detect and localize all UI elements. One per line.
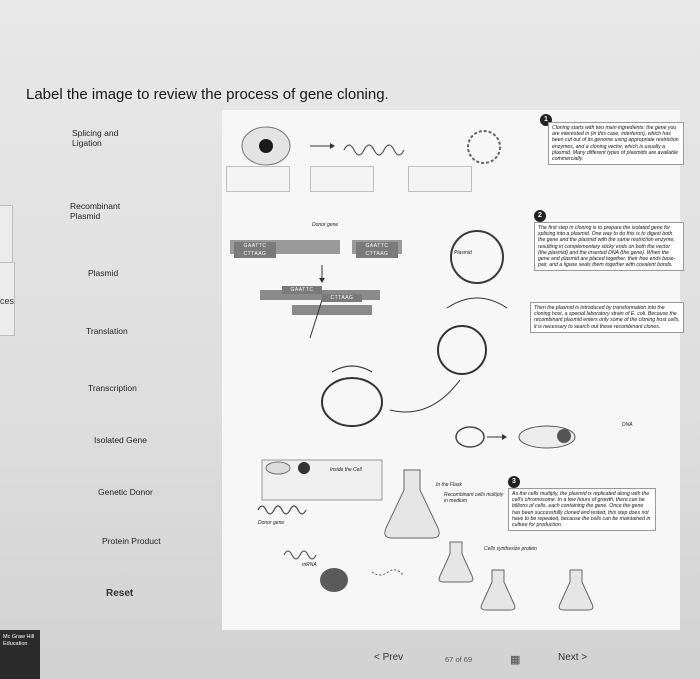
- recombinant-cells-label: Recombinant cells multiply in medium: [444, 492, 504, 504]
- sequence-cttaag: CTTAAG: [322, 294, 362, 302]
- sequence-cttaag: CTTAAG: [356, 250, 398, 258]
- prev-button[interactable]: < Prev: [374, 652, 404, 663]
- drop-zone-3[interactable]: [408, 166, 472, 192]
- step-2b-annotation: Then the plasmid is introduced by transformation into the cloning host, a special laboratory strain of E. coli. Because the recombinant plasmid enters only some of the cloning host cells, it is necessary to search out these recombinant clones.: [530, 302, 684, 333]
- step-1-annotation: Cloning starts with two main ingredients: the gene you are interested in (in this case, interferon), which has been cut out of its genome using appropriate restriction enzymes, and a cloning vector, which is usually a plasmid. Many different types of plasmids are available commercially.: [548, 122, 684, 165]
- term-plasmid[interactable]: Plasmid: [88, 268, 119, 278]
- cells-synthesize-label: Cells synthesize protein: [484, 546, 537, 552]
- sequence-cttaag: CTTAAG: [234, 250, 276, 258]
- sequence-gaattc: GAATTC: [282, 286, 322, 294]
- left-panel-fragment-text: ces: [0, 296, 15, 306]
- drop-zone-1[interactable]: [226, 166, 290, 192]
- instruction-title: Label the image to review the process of gene cloning.: [26, 86, 389, 103]
- page-of: of: [455, 655, 462, 664]
- page-total: 69: [463, 655, 473, 664]
- term-isolated-gene[interactable]: Isolated Gene: [94, 435, 147, 445]
- cut-gene-bar-2: [292, 305, 372, 315]
- ribosome-icon: [320, 568, 348, 592]
- term-genetic-donor[interactable]: Genetic Donor: [98, 487, 153, 497]
- donor-gene-label-2: Donor gene: [258, 520, 285, 526]
- gene-cloning-diagram: [222, 110, 680, 630]
- step-3-annotation: As the cells multiply, the plasmid is replicated along with the cell's chromosome. In a few hours of growth, there can be billions of cells, each containing the gene. Once the gene has been successfully cloned and tested, this step does not have to be repeated, because the cells can be maintained in culture for production.: [508, 488, 656, 531]
- in-flask-label: In the Flask: [436, 482, 462, 488]
- plasmid-label: Plasmid: [454, 250, 472, 256]
- step-2-badge: 2: [534, 210, 546, 222]
- dna-label: DNA: [622, 422, 633, 428]
- page-current: 67: [445, 655, 454, 664]
- term-recombinant-plasmid[interactable]: Recombinant Plasmid: [70, 201, 121, 221]
- term-translation[interactable]: Translation: [86, 326, 128, 336]
- bacterial-chromosome-icon: [557, 429, 571, 443]
- term-splicing-ligation[interactable]: Splicing and Ligation: [72, 128, 119, 148]
- step-1-badge: 1: [540, 114, 552, 126]
- page-indicator: [445, 655, 472, 664]
- cell-organelle-icon: [266, 462, 290, 474]
- step-2-annotation: The first step in cloning is to prepare the isolated gene for splicing into a plasmid. One way to do this is to digest both the gene and the plasmid with the same restriction enzyme, resulting in complementary sticky ends on both the vector (the plasmid) and the inserted DNA (the gene). When the gene and plasmid are placed together, their free ends base-pair, and a ligase seals them together with covalent bonds.: [534, 222, 684, 271]
- sequence-gaattc: GAATTC: [234, 242, 276, 250]
- term-transcription[interactable]: Transcription: [88, 383, 137, 393]
- mrna-label: mRNA: [302, 562, 317, 568]
- step-3-badge: 3: [508, 476, 520, 488]
- donor-gene-label: Donor gene: [312, 222, 339, 228]
- reset-button[interactable]: Reset: [106, 588, 134, 599]
- cell-nucleus-icon: [298, 462, 310, 474]
- sequence-gaattc: GAATTC: [356, 242, 398, 250]
- drop-zone-2[interactable]: [310, 166, 374, 192]
- term-protein-product[interactable]: Protein Product: [102, 536, 161, 546]
- next-button[interactable]: Next >: [558, 652, 588, 663]
- grid-icon[interactable]: ▦: [510, 654, 521, 666]
- inside-cell-label: Inside the Cell: [330, 467, 362, 473]
- donor-nucleus-icon: [259, 139, 273, 153]
- publisher-logo: Mc Graw Hill Education: [0, 630, 40, 679]
